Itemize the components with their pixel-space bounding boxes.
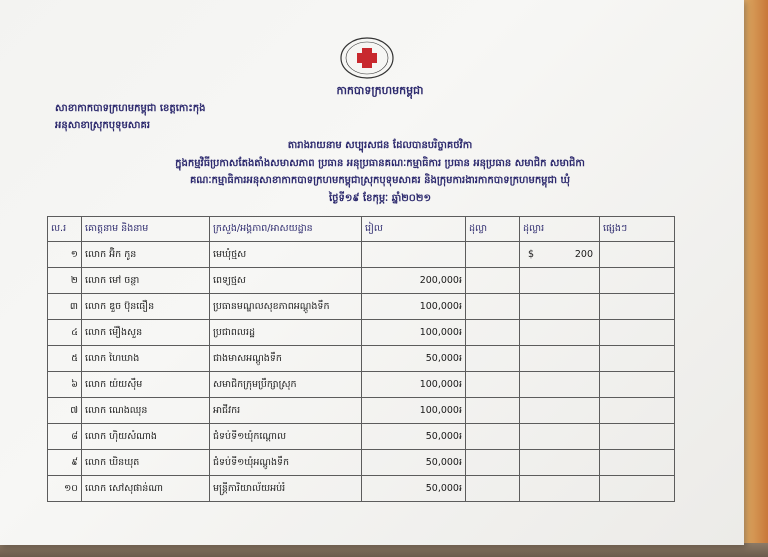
row-no: ១០ <box>48 476 82 502</box>
row-organization: ប្រជាពលរដ្ឋ <box>210 320 362 346</box>
table-row <box>48 424 675 450</box>
header-riel: រៀល <box>362 217 466 242</box>
row-riel: 100,000៛ <box>362 320 466 346</box>
row-other <box>600 320 675 346</box>
row-dollar <box>520 372 600 398</box>
row-dollar <box>520 476 600 502</box>
row-no: ៨ <box>48 424 82 450</box>
row-no: ៦ <box>48 372 82 398</box>
row-dollar <box>520 242 600 268</box>
row-no: ៤ <box>48 320 82 346</box>
row-name: លោក ឌួច ប៊ុនធឿន <box>82 294 210 320</box>
header-name: គោត្តនាម និងនាម <box>82 217 210 242</box>
header-dollar: ដុល្លារ <box>520 217 600 242</box>
row-dollar <box>520 268 600 294</box>
table-row <box>48 450 675 476</box>
table-header-row <box>48 217 675 242</box>
row-riel: 50,000៛ <box>362 424 466 450</box>
table-row <box>48 398 675 424</box>
row-organization: ប្រធានមណ្ឌលសុខភាពអណ្តូងទឹក <box>210 294 362 320</box>
row-organization: ជាងមាសអណ្តូងទឹក <box>210 346 362 372</box>
dollar-sign: $ <box>528 249 535 260</box>
red-cross-emblem-icon <box>338 36 396 80</box>
row-col5 <box>466 398 520 424</box>
row-col5 <box>466 450 520 476</box>
document-date: ថ្ងៃទី១៩ ខែកុម្ភៈ ឆ្នាំ២០២១ <box>328 193 432 204</box>
row-dollar <box>520 424 600 450</box>
row-organization: មេឃុំថ្មស <box>210 242 362 268</box>
table-row <box>48 372 675 398</box>
table-row <box>48 346 675 372</box>
dollar-amount: 200 <box>574 249 593 260</box>
row-other <box>600 294 675 320</box>
row-col5 <box>466 476 520 502</box>
row-other <box>600 476 675 502</box>
organization-title: កាកបាទក្រហមកម្ពុជា <box>336 84 424 97</box>
row-col5 <box>466 294 520 320</box>
header-col5: ដុល្លា <box>466 217 520 242</box>
header-no: ល.រ <box>48 217 82 242</box>
row-col5 <box>466 320 520 346</box>
row-no: ២ <box>48 268 82 294</box>
row-other <box>600 450 675 476</box>
row-other <box>600 424 675 450</box>
row-col5 <box>466 242 520 268</box>
row-name: លោក យ៉យស៊ឹម <box>82 372 210 398</box>
row-organization: ជំទប់ទី១ឃុំអណ្តូងទឹក <box>210 450 362 476</box>
row-name: លោក ហ៊ិយសំណាង <box>82 424 210 450</box>
row-dollar <box>520 320 600 346</box>
table-row <box>48 294 675 320</box>
desk-edge-bottom <box>0 543 768 557</box>
table-row <box>48 268 675 294</box>
row-other <box>600 398 675 424</box>
row-dollar <box>520 450 600 476</box>
header-organization: ក្រសួង/អង្គភាព/អាសយដ្ឋាន <box>210 217 362 242</box>
document-subtitle-2: គណៈកម្មាធិការអនុសាខាកាកបាទក្រហមកម្ពុជាស្រុកបុទុមសាគរ និងក្រុមការងារកាកបាទក្រហមកម្ពុជា ឃុំ <box>189 175 571 186</box>
row-riel: 50,000៛ <box>362 476 466 502</box>
row-organization: អាជីវករ <box>210 398 362 424</box>
row-other <box>600 372 675 398</box>
row-name: លោក អ៊ិក កូន <box>82 242 210 268</box>
row-dollar <box>520 398 600 424</box>
branch-name: សាខាកាកបាទក្រហមកម្ពុជា ខេត្តកោះកុង <box>55 103 206 114</box>
table-row <box>48 242 675 268</box>
row-name: លោក សៅសុផាន់ណា <box>82 476 210 502</box>
sub-branch-name: អនុសាខាស្រុកបុទុមសាគរ <box>55 120 151 131</box>
row-col5 <box>466 372 520 398</box>
header-other: ផ្សេងៗ <box>600 217 675 242</box>
row-name: លោក ឃិនឃុត <box>82 450 210 476</box>
row-riel: 50,000៛ <box>362 450 466 476</box>
row-other <box>600 346 675 372</box>
document-subtitle-1: ក្នុងកម្មវិធីប្រកាសតែងតាំងសមាសភាព ប្រធាន អនុប្រធានគណៈកម្មាធិការ ប្រធាន អនុប្រធាន សមាជិក សមាជិកា <box>175 158 585 169</box>
row-dollar <box>520 346 600 372</box>
row-no: ៥ <box>48 346 82 372</box>
row-col5 <box>466 424 520 450</box>
row-riel: 100,000៛ <box>362 372 466 398</box>
row-no: ៩ <box>48 450 82 476</box>
row-no: ៧ <box>48 398 82 424</box>
row-organization: ពេទ្យថ្មស <box>210 268 362 294</box>
row-riel <box>362 242 466 268</box>
row-name: លោក មៅ ចន្ថា <box>82 268 210 294</box>
row-name: លោក ណេងឈុន <box>82 398 210 424</box>
row-col5 <box>466 268 520 294</box>
row-col5 <box>466 346 520 372</box>
row-other <box>600 242 675 268</box>
table-row <box>48 320 675 346</box>
row-no: ១ <box>48 242 82 268</box>
document-title: តារាងរាយនាម សប្បុរសជន ដែលបានបរិច្ចាគថវិកា <box>287 140 473 151</box>
row-riel: 100,000៛ <box>362 398 466 424</box>
row-dollar <box>520 294 600 320</box>
row-name: លោក ហៃឃាង <box>82 346 210 372</box>
row-riel: 100,000៛ <box>362 294 466 320</box>
row-organization: ជំទប់ទី១ឃុំកណ្តោល <box>210 424 362 450</box>
row-riel: 200,000៛ <box>362 268 466 294</box>
row-name: លោក ម៉ឿងសួន <box>82 320 210 346</box>
table-row <box>48 476 675 502</box>
donor-table <box>47 216 675 502</box>
row-other <box>600 268 675 294</box>
row-riel: 50,000៛ <box>362 346 466 372</box>
row-organization: មន្ត្រីការិយាល័យអប់រំ <box>210 476 362 502</box>
row-no: ៣ <box>48 294 82 320</box>
row-organization: សមាជិកក្រុមប្រឹក្សាស្រុក <box>210 372 362 398</box>
